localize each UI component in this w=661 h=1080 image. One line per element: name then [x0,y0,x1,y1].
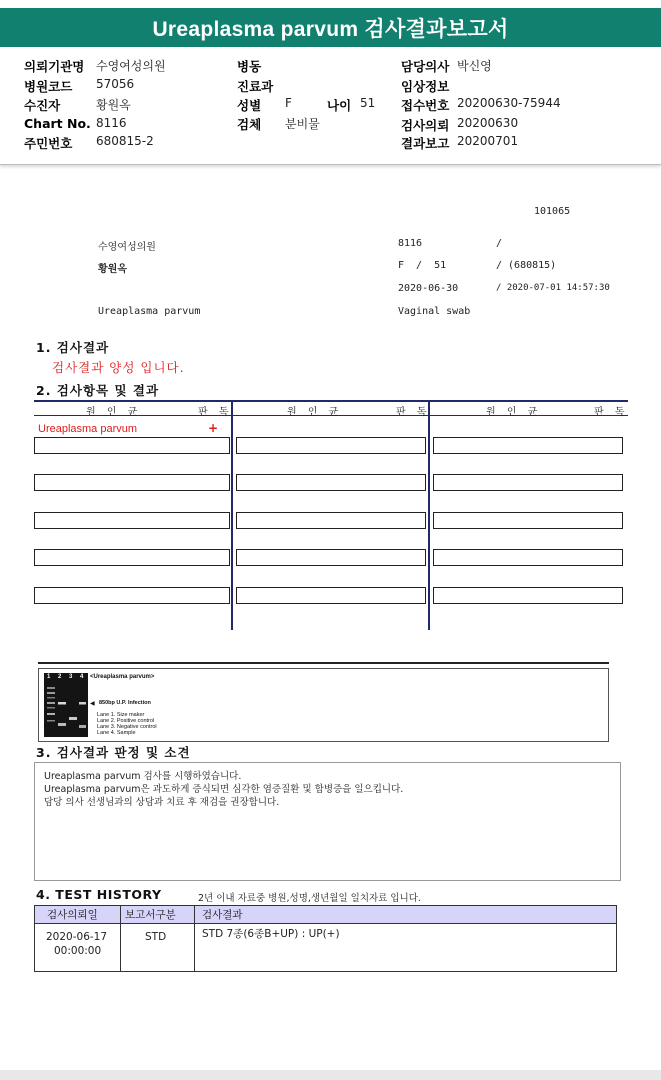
report-header [0,47,661,165]
clinic-value: 수영여성의원 [96,59,166,73]
history-type: STD [145,931,167,943]
result-cell [433,549,623,566]
gel-lane-2: 2 [58,674,62,680]
patient-separator: / [496,238,503,249]
col-judgement-3: 판 독 [594,407,629,418]
doctor-label: 담당의사 [401,59,450,74]
resident-no-value: 680815-2 [96,134,154,148]
table-col-divider-2 [428,400,430,630]
report-title: Ureaplasma parvum 검사결과보고서 [0,8,661,47]
table-top-rule [34,400,628,402]
clinical-info-label: 임상정보 [401,79,450,94]
gel-panel-top-rule [38,662,609,664]
chart-no-label: Chart No. [24,116,91,131]
result-cell [433,512,623,529]
sex-value: F [285,96,292,110]
col-judgement-1: 판 독 [198,407,233,418]
findings-line-3: 담당 의사 선생님과의 상담과 치료 후 재검을 권장합니다. [44,797,280,808]
age-label: 나이 [327,98,352,113]
ward-label: 병동 [237,59,262,74]
history-time: 00:00:00 [54,945,102,957]
patient-sex-age: F / 51 [398,260,447,271]
history-result: STD 7종(6종B+UP) : UP(+) [202,928,340,940]
report-date-label: 결과보고 [401,136,450,151]
gel-lane-1: 1 [47,674,51,680]
patient-birth: / (680815) [496,260,557,271]
result-cell [433,587,623,604]
doctor-value: 박신영 [457,59,492,73]
age-value: 51 [360,96,376,110]
patient-report-datetime: / 2020-07-01 14:57:30 [496,283,610,293]
report-date-value: 20200701 [457,134,519,148]
history-note: 2년 이내 자료중 병원,성명,생년월일 일치자료 입니다. [198,893,421,904]
receipt-no-label: 접수번호 [401,98,450,113]
request-date-value: 20200630 [457,116,519,130]
col-judgement-2: 판 독 [396,407,431,418]
clinic-label: 의뢰기관명 [24,59,85,74]
gel-lane-4: 4 [80,674,84,680]
report-number: 101065 [534,206,571,217]
patient-value: 황원옥 [96,98,131,112]
result-cell [236,512,426,529]
patient-test-name: Ureaplasma parvum [98,306,201,317]
history-col-type: 보고서구분 [125,909,176,921]
gel-electrophoresis-image [44,673,88,737]
history-col-date: 검사의뢰일 [47,909,98,921]
patient-clinic: 수영여성의원 [98,242,156,253]
section3-title: 3. 검사결과 판정 및 소견 [36,745,191,760]
footer-bar [0,1070,661,1080]
gel-legend-3: Lane 3. Negative control [97,724,157,730]
col-organism-3: 원 인 균 [486,407,542,418]
gel-arrow-icon: ◀ [90,701,95,707]
gel-legend-4: Lane 4. Sample [97,730,136,736]
patient-specimen: Vaginal swab [398,306,471,317]
gel-bands-graphic [44,673,88,737]
result-cell [433,437,623,454]
section1-title: 1. 검사결과 [36,340,110,355]
section2-title: 2. 검사항목 및 결과 [36,383,160,398]
history-col-divider-1 [120,906,121,971]
col-organism-1: 원 인 균 [86,407,142,418]
result-cell [34,549,230,566]
patient-label: 수진자 [24,98,61,113]
findings-line-2: Ureaplasma parvum은 과도하게 증식되면 심각한 염증질환 및 합병증을 일으킵니다. [44,784,404,795]
result-cell [34,474,230,491]
result-cell [236,437,426,454]
gel-legend-1: Lane 1. Size maker [97,712,145,718]
history-date: 2020-06-17 [46,931,108,943]
history-col-result: 검사결과 [202,909,243,921]
department-label: 진료과 [237,79,274,94]
judgement-result: + [208,421,219,435]
receipt-no-value: 20200630-75944 [457,96,561,110]
result-cell [34,512,230,529]
request-date-label: 검사의뢰 [401,118,450,133]
col-organism-2: 원 인 균 [287,407,343,418]
findings-line-1: Ureaplasma parvum 검사를 시행하였습니다. [44,771,242,782]
patient-request-date: 2020-06-30 [398,283,459,294]
hospital-code-label: 병원코드 [24,79,73,94]
gel-title: <Ureaplasma parvum> [90,674,155,680]
section4-title: 4. TEST HISTORY [36,887,162,902]
result-cell [34,437,230,454]
hospital-code-value: 57056 [96,77,135,91]
specimen-label: 검체 [237,117,262,132]
result-cell [236,587,426,604]
table-col-divider-1 [231,400,233,630]
history-col-divider-2 [194,906,195,971]
chart-no-value: 8116 [96,116,127,130]
patient-name: 황원옥 [98,264,127,275]
result-cell [236,474,426,491]
resident-no-label: 주민번호 [24,136,73,151]
result-cell [34,587,230,604]
result-cell [433,474,623,491]
gel-band-label: 850bp U.P. Infection [99,700,151,706]
history-header-row [35,906,616,924]
organism-result: Ureaplasma parvum [38,423,138,435]
result-cell [236,549,426,566]
specimen-value: 분비물 [285,117,320,131]
gel-legend-2: Lane 2. Positive control [97,718,155,724]
sex-label: 성별 [237,98,262,113]
patient-chart-no: 8116 [398,238,423,249]
test-result-text: 검사결과 양성 입니다. [52,360,185,375]
gel-lane-3: 3 [69,674,73,680]
